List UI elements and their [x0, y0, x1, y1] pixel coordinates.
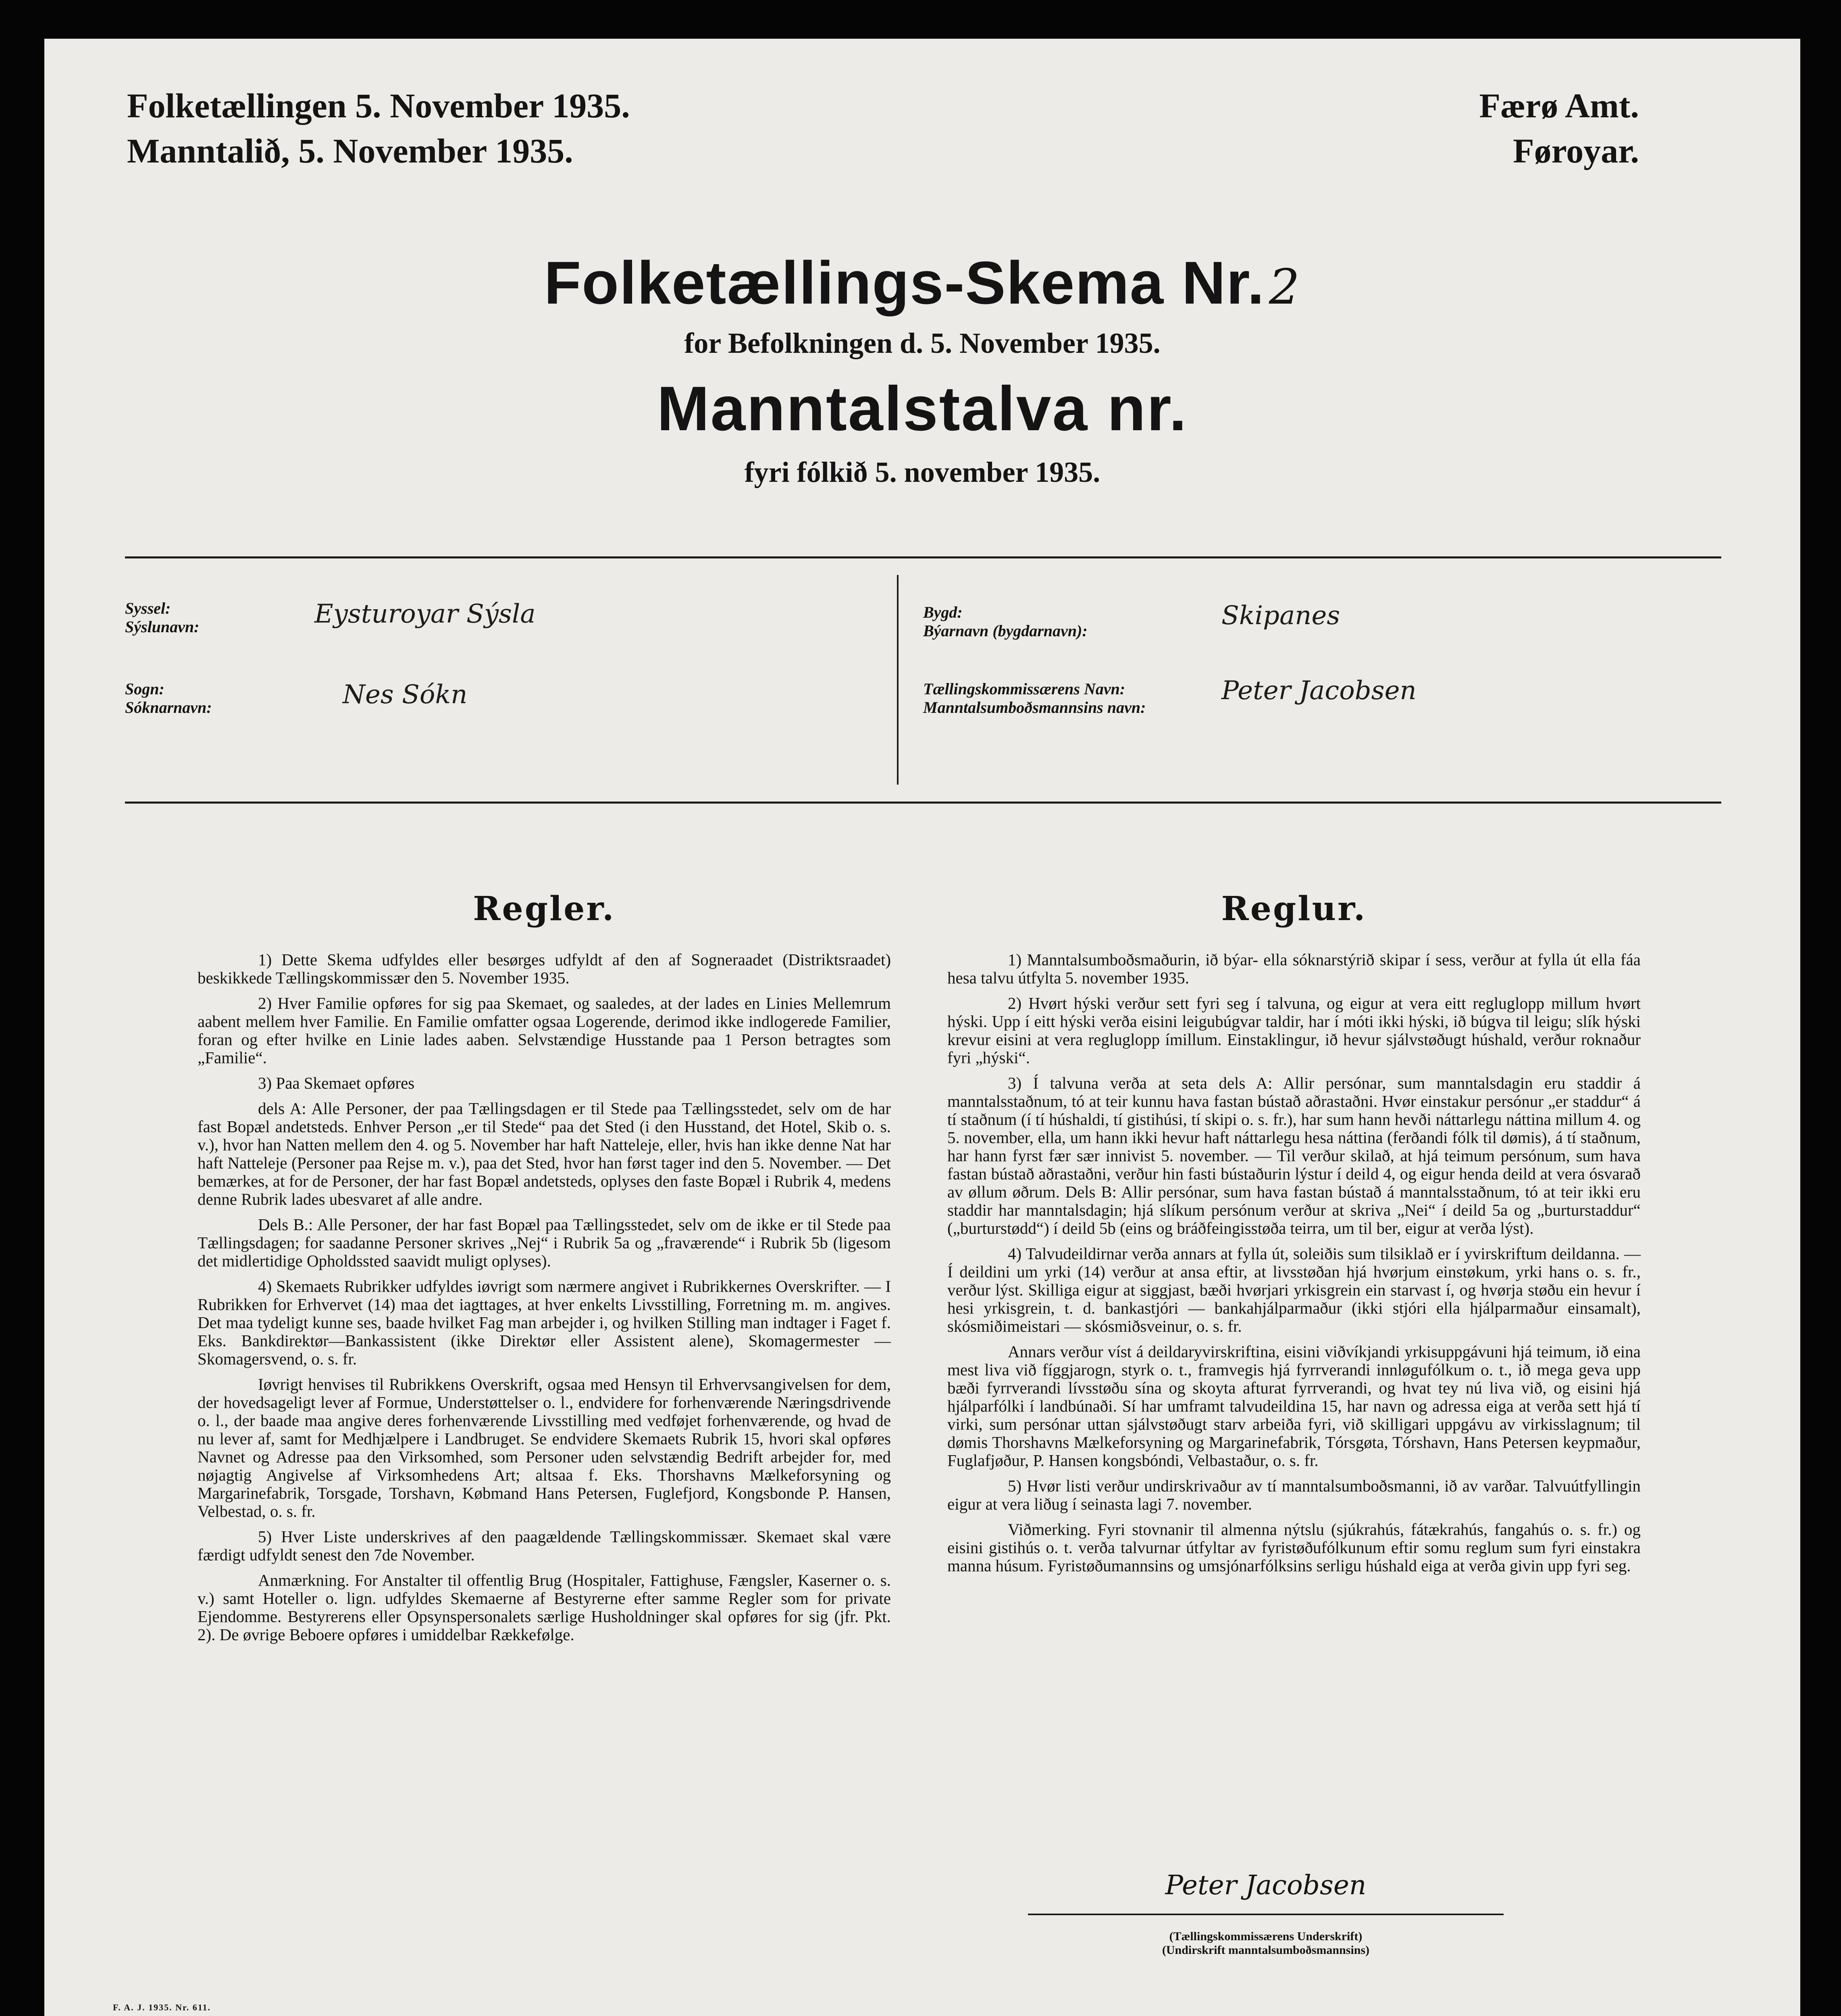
- field-kommissaer[interactable]: [923, 676, 1417, 717]
- rule-paragraph: 4) Talvudeildirnar verða annars at fylla út, soleiðis sum tilsiklað er í yvirskriftum deildanna. — Í deildini um yrki (14) verður at ansa eftir, at livsstøðan hjá hvørjum einstøkum, yrki hans o. s. fr., verður lýst. Skilliga eigur at siggjast, bæði hvørjari yrkisgrein ein starvast í, og hvørja støðu ein hevur í hesi yrkisgrein, t. d. bankastjóri — bankahjálparmaður (ikki stjóri ella hjálparmaður einsamalt), skósmiðimeistari — skósmiðsveinur, o. s. fr.: [947, 1244, 1641, 1335]
- rules-column-da: [198, 889, 891, 1651]
- form-subtitle-fo: fyri fólkið 5. november 1935.: [744, 456, 1100, 488]
- header-county-da: Færø Amt.: [1479, 86, 1639, 125]
- divider-top: [125, 556, 1721, 558]
- label-sogn-fo: Sóknarnavn:: [125, 698, 212, 716]
- form-number-handwritten: 2: [1269, 259, 1301, 315]
- header-county-fo: Føroyar.: [1513, 131, 1639, 170]
- rule-paragraph: 2) Hvørt hýski verður sett fyri seg í talvuna, og eigur at vera eitt regluglopp millum hvørt hýski. Upp í eitt hýski verða eisini leigubúgvar taldir, har í móti ikki hýski, ið búgva til leigu; slík hýski krevur eisini at vera regluglopp ímillum. Einstaklingur, ið hevur sjálvstøðugt húshald, verður roknaður fyri „hýski“.: [947, 994, 1641, 1067]
- rule-paragraph: Annars verður víst á deildaryvirskriftina, eisini viðvíkjandi yrkisuppgávuni hjá teimum, ið eina mest liva við fíggjarogn, styrk o. t., framvegis hjá fyrrverandi innløgufólkum o. t., ið mega geva upp bæði fyrrverandi lívsstøðu sína og skoyta afturat fyrrverandi, og hvat tey nú liva við, og eisini hjá hjálparfólki í landbúnaði. Sí har umframt talvudeildina 15, har navn og adressa eiga at verða sett hjá tí virki, sum persónar uttan sjálvstøðugt starv arbeiða fyri, við skilligari uppgávu av virkisslagnum; til dømis Thorshavns Mælkeforsyning og Margarinefabrik, Tórsgøta, Tórshavn, Hans Petersen keypmaður, Fuglafjøður, P. Hansen kongsbóndi, Velbastaður, o. s. fr.: [947, 1342, 1641, 1470]
- form-title-text: Folketællings-Skema Nr.: [544, 249, 1265, 317]
- value-syssel: Eysturoyar Sýsla: [314, 599, 536, 629]
- field-sogn[interactable]: [125, 680, 468, 717]
- label-syssel-da: Syssel:: [125, 599, 171, 617]
- signature-line: [1028, 1914, 1504, 1915]
- label-bygd-da: Bygd:: [923, 603, 963, 621]
- rule-paragraph: Anmærkning. For Anstalter til offentlig Brug (Hospitaler, Fattighuse, Fængsler, Kaserner o. s. v.) samt Hoteller o. lign. udfyldes Skemaerne af Bestyrerne efter samme Regler som for private Ejendomme. Bestyrerens eller Opsynspersonalets særlige Husholdninger skal opføres for sig (jfr. Pkt. 2). De øvrige Beboere opføres i umiddelbar Rækkefølge.: [198, 1571, 891, 1644]
- header-right: [1479, 83, 1639, 173]
- form-subtitle-da: for Befolkningen d. 5. November 1935.: [684, 327, 1161, 359]
- print-code: F. A. J. 1935. Nr. 611.: [113, 2002, 211, 2012]
- header-left: [127, 83, 630, 173]
- label-kommissaer-fo: Manntalsumboðsmannsins navn:: [923, 698, 1146, 716]
- rule-paragraph: dels A: Alle Personer, der paa Tællingsdagen er til Stede paa Tællingsstedet, selv om de har fast Bopæl andetsteds. Enhver Person „er til Stede“ paa det Sted (i den Husstand, det Hotel, Skib o. s. v.), hvor han Natten mellem den 4. og 5. November har haft Natteleje, eller, hvis han ikke denne Nat har haft Natteleje (Personer paa Rejse m. v.), paa det Sted, hvor han først tager ind den 5. November. — Det bemærkes, at for de Personer, der har fast Bopæl andetsteds, oplyses den faste Bopæl i Rubrik 4, medens denne Rubrik lades ubesvaret af alle andre.: [198, 1099, 891, 1208]
- rule-paragraph: 1) Manntalsumboðsmaðurin, ið býar- ella sóknarstýrið skipar í sess, verður at fylla út ella fáa hesa talvu útfylta 5. november 1935.: [947, 950, 1641, 987]
- rule-paragraph: 3) Í talvuna verða at seta dels A: Allir persónar, sum manntalsdagin eru staddir á manntalsstaðnum, tó at teir kunnu hava fastan bústað aðrastaðni. Hvør einstakur persónur „er staddur“ á tí staðnum (í tí húshaldi, tí gistihúsi, tí skipi o. s. fr.), har sum hann hevði náttarlegu náttina millum 4. og 5. november, ella, um hann ikki hevur haft náttarlegu hesa náttina (ferðandi fólk til dømis), á tí staðnum, har hann fyrst fær sær innivist 5. november. — Til verður skilað, at hjá teimum persónum, sum hava fastan bústað aðrastaðni, verður hin fasti bústaðurin lýstur í deild 4, og eigur henda deild at vera ósvarað av øllum øðrum. Dels B: Allir persónar, sum hava fastan bústað á manntalsstaðnum, tó at teir ikki eru staddir har manntalsdagin; hjá slíkum persónum verður at skriva „Nei“ í deild 5a og „burturstaddur“ („burturstødd“) í deild 5b (eins og bráðfeingisstøða teirra, um til ber, eigur at verða lýst).: [947, 1074, 1641, 1237]
- form-title-da: [44, 248, 1800, 322]
- rule-paragraph: Dels B.: Alle Personer, der har fast Bopæl paa Tællingsstedet, selv om de ikke er til Stede paa Tællingsdagen; for saadanne Personer skrives „Nej“ i Rubrik 5a og „fraværende“ i Rubrik 5b (ligesom det midlertidige Opholdssted saavidt muligt oplyses).: [198, 1215, 891, 1270]
- rules-title-fo: Reglur.: [1221, 889, 1367, 928]
- rule-paragraph: Iøvrigt henvises til Rubrikkens Overskrift, ogsaa med Hensyn til Erhvervsangivelsen for dem, der hovedsageligt lever af Formue, Understøttelser o. l., endvidere for forhenværende Næringsdrivende o. l., der baade maa angive deres forhenværende Livsstilling med vedføjet forhenværende, og hvad de nu lever af, samt for Medhjælpere i Landbruget. Se endvidere Skemaets Rubrik 15, hvori skal opføres Navnet og Adresse paa den Virksomhed, som Personer uden selvstændig Bedrift arbejder for, med nøjagtig Angivelse af Virksomhedens Art; altsaa f. Eks. Thorshavns Mælkeforsyning og Margarinefabrik, Torsgade, Torshavn, Købmand Hans Petersen, Fuglefjord, Kongsbonde P. Hansen, Velbestad, o. s. fr.: [198, 1375, 891, 1520]
- signature-block[interactable]: [1028, 1869, 1504, 1901]
- field-bygd[interactable]: [923, 601, 1340, 640]
- rule-paragraph: 5) Hver Liste underskrives af den paagældende Tællingskommissær. Skemaet skal være færdigt udfyldt senest den 7de November.: [198, 1527, 891, 1564]
- signature-caption: [1028, 1930, 1504, 1957]
- header-census-da: Folketællingen 5. November 1935.: [127, 86, 630, 125]
- rule-paragraph: 3) Paa Skemaet opføres: [258, 1074, 415, 1092]
- label-sogn-da: Sogn:: [125, 680, 164, 698]
- label-bygd-fo: Býarnavn (bygdarnavn):: [923, 622, 1088, 640]
- rules-title-da: Regler.: [473, 889, 616, 928]
- signature-handwritten: Peter Jacobsen: [1165, 1870, 1367, 1901]
- rule-paragraph: 2) Hver Familie opføres for sig paa Skemaet, og saaledes, at der lades en Linies Mellemrum aabent mellem hver Familie. En Familie omfatter ogsaa Logerende, derimod ikke indlogerede Familier, foran og efter hvilke en Linie lades aaben. Selvstændige Husstande paa 1 Person betragtes som „Familie“.: [198, 994, 891, 1067]
- header-census-fo: Manntalið, 5. November 1935.: [127, 131, 573, 170]
- field-syssel[interactable]: [125, 599, 536, 636]
- rule-paragraph: 4) Skemaets Rubrikker udfyldes iøvrigt som nærmere angivet i Rubrikkernes Overskrifter. — I Rubrikken for Erhvervet (14) maa det iagttages, at hver enkelts Livsstilling, Forretning m. m. angives. Det maa tydeligt kunne ses, baade hvilket Fag man arbejder i, og hvilken Stilling man indtager i Faget f. Eks. Bankdirektør—Bankassistent (ikke Direktør eller Assistent alene), Skomagermester — Skomagersvend, o. s. fr.: [198, 1277, 891, 1368]
- value-sogn: Nes Sókn: [343, 680, 468, 710]
- form-title-fo: Manntalstalva nr.: [657, 374, 1188, 444]
- divider-bottom: [125, 802, 1721, 804]
- signature-caption-fo: (Undirskrift manntalsumboðsmannsins): [1162, 1943, 1370, 1957]
- label-kommissaer-da: Tællingskommissærens Navn:: [923, 680, 1125, 698]
- label-syssel-fo: Sýslunavn:: [125, 618, 200, 636]
- value-kommissaer: Peter Jacobsen: [1221, 676, 1417, 706]
- rule-paragraph: Viðmerking. Fyri stovnanir til almenna nýtslu (sjúkrahús, fátækrahús, fangahús o. s. fr.) og eisini gistihús o. t. verða talvurnar útfyltar av fyristøðufólkunum eftir somu reglum sum fyri einstakra manna húsum. Fyristøðumannsins og umsjónarfólksins serligu húshald eiga at verða givin upp fyri seg.: [947, 1520, 1641, 1575]
- divider-vertical: [897, 575, 899, 785]
- rules-column-fo: [947, 889, 1641, 1582]
- value-bygd: Skipanes: [1221, 601, 1340, 631]
- rule-paragraph: 5) Hvør listi verður undirskrivaður av tí manntalsumboðsmanni, ið av varðar. Talvuútfyllingin eigur at vera liðug í seinasta lagi 7. november.: [947, 1477, 1641, 1513]
- census-form-page: [44, 39, 1800, 2016]
- signature-caption-da: (Tællingskommissærens Underskrift): [1169, 1930, 1363, 1943]
- rule-paragraph: 1) Dette Skema udfyldes eller besørges udfyldt af den af Sogneraadet (Distriktsraadet) beskikkede Tællingskommissær den 5. November 1935.: [198, 950, 891, 987]
